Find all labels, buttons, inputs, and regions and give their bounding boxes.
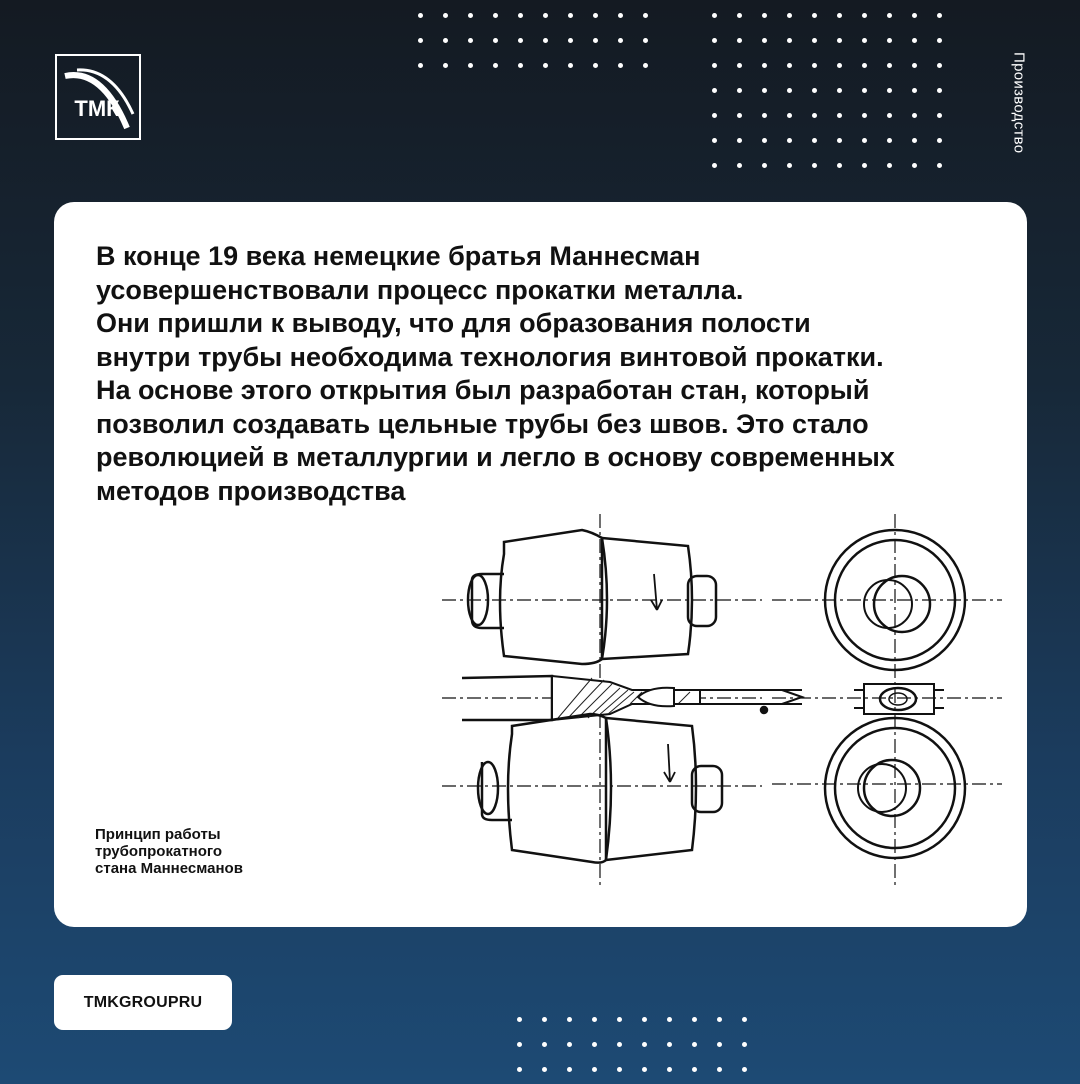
decorative-dot — [887, 138, 892, 143]
decorative-dot — [862, 38, 867, 43]
decorative-dot — [762, 38, 767, 43]
decorative-dot — [542, 1042, 547, 1047]
decorative-dot — [617, 1067, 622, 1072]
decorative-dot — [912, 88, 917, 93]
decorative-dot — [837, 163, 842, 168]
decorative-dot — [837, 113, 842, 118]
decorative-dot — [862, 138, 867, 143]
decorative-dot — [737, 88, 742, 93]
decorative-dot — [543, 63, 548, 68]
decorative-dot — [517, 1067, 522, 1072]
decorative-dot — [617, 1017, 622, 1022]
decorative-dot — [712, 113, 717, 118]
decorative-dot — [762, 113, 767, 118]
decorative-dot — [593, 63, 598, 68]
decorative-dot — [567, 1067, 572, 1072]
decorative-dot — [443, 13, 448, 18]
decorative-dot — [518, 13, 523, 18]
decorative-dot — [643, 13, 648, 18]
decorative-dot — [737, 63, 742, 68]
decorative-dot — [418, 38, 423, 43]
decorative-dot — [912, 138, 917, 143]
decorative-dot — [567, 1042, 572, 1047]
decorative-dot — [593, 13, 598, 18]
decorative-dot — [837, 13, 842, 18]
decorative-dot — [493, 13, 498, 18]
decorative-dot — [837, 138, 842, 143]
decorative-dot — [712, 138, 717, 143]
decorative-dot — [712, 88, 717, 93]
decorative-dot — [837, 38, 842, 43]
decorative-dot — [642, 1067, 647, 1072]
tmk-logo-icon — [55, 54, 141, 140]
decorative-dot — [592, 1067, 597, 1072]
decorative-dot — [742, 1067, 747, 1072]
mannesmann-mill-diagram — [442, 514, 1002, 894]
decorative-dot — [837, 63, 842, 68]
decorative-dot — [468, 13, 473, 18]
diagram-caption: Принцип работы трубопрокатного стана Маннесманов — [95, 826, 243, 877]
decorative-dot — [762, 163, 767, 168]
decorative-dot — [937, 38, 942, 43]
decorative-dot — [912, 163, 917, 168]
decorative-dot — [737, 113, 742, 118]
decorative-dot — [862, 63, 867, 68]
decorative-dot — [468, 63, 473, 68]
main-text: В конце 19 века немецкие братья Маннесман усовершенствовали процесс прокатки металла. Они пришли к выводу, что для образования полости внутри трубы необходима технология винтовой прокатки. На основе этого открытия был разработан стан, который позволил создавать цельные трубы без швов. Это стало революцией в металлургии и легло в основу современных методов производства — [96, 241, 895, 506]
decorative-dot — [737, 138, 742, 143]
content-card — [54, 202, 1027, 927]
decorative-dot — [692, 1042, 697, 1047]
decorative-dot — [737, 38, 742, 43]
decorative-dot — [887, 88, 892, 93]
decorative-dot — [717, 1042, 722, 1047]
decorative-dot — [787, 38, 792, 43]
decorative-dot — [737, 163, 742, 168]
decorative-dot — [618, 63, 623, 68]
decorative-dot — [643, 38, 648, 43]
decorative-dot — [618, 38, 623, 43]
decorative-dot — [812, 138, 817, 143]
decorative-dot — [667, 1017, 672, 1022]
decorative-dot — [887, 113, 892, 118]
decorative-dot — [787, 113, 792, 118]
decorative-dot — [812, 63, 817, 68]
decorative-dot — [912, 38, 917, 43]
decorative-dot — [862, 13, 867, 18]
decorative-dot — [787, 88, 792, 93]
decorative-dot — [568, 63, 573, 68]
social-handle-badge[interactable] — [54, 975, 232, 1030]
decorative-dot — [543, 38, 548, 43]
decorative-dot — [692, 1017, 697, 1022]
decorative-dot — [643, 63, 648, 68]
decorative-dot — [568, 38, 573, 43]
decorative-dot — [443, 63, 448, 68]
decorative-dot — [618, 13, 623, 18]
decorative-dot — [712, 163, 717, 168]
decorative-dot — [493, 38, 498, 43]
decorative-dot — [542, 1017, 547, 1022]
decorative-dot — [937, 13, 942, 18]
decorative-dot — [912, 113, 917, 118]
decorative-dot — [692, 1067, 697, 1072]
decorative-dot — [762, 13, 767, 18]
decorative-dot — [493, 63, 498, 68]
decorative-dot — [617, 1042, 622, 1047]
decorative-dot — [543, 13, 548, 18]
decorative-dot — [468, 38, 473, 43]
decorative-dot — [742, 1042, 747, 1047]
decorative-dot — [937, 138, 942, 143]
decorative-dot — [787, 163, 792, 168]
decorative-dot — [762, 63, 767, 68]
decorative-dot — [812, 13, 817, 18]
decorative-dot — [862, 163, 867, 168]
social-handle-text: TMKGROUPRU — [83, 993, 203, 1011]
category-label — [1009, 52, 1029, 187]
decorative-dot — [937, 163, 942, 168]
decorative-dot — [518, 63, 523, 68]
decorative-dot — [593, 38, 598, 43]
decorative-dot — [717, 1067, 722, 1072]
decorative-dot — [862, 88, 867, 93]
decorative-dot — [937, 88, 942, 93]
decorative-dot — [737, 13, 742, 18]
decorative-dot — [667, 1042, 672, 1047]
decorative-dot — [787, 138, 792, 143]
decorative-dot — [887, 63, 892, 68]
category-label-text: Производство — [1010, 52, 1028, 154]
decorative-dot — [762, 138, 767, 143]
decorative-dot — [812, 38, 817, 43]
decorative-dot — [592, 1042, 597, 1047]
decorative-dot — [912, 63, 917, 68]
decorative-dot — [592, 1017, 597, 1022]
decorative-dot — [418, 13, 423, 18]
decorative-dot — [812, 113, 817, 118]
decorative-dot — [937, 113, 942, 118]
decorative-dot — [937, 63, 942, 68]
decorative-dot — [887, 38, 892, 43]
decorative-dot — [887, 163, 892, 168]
decorative-dot — [717, 1017, 722, 1022]
decorative-dot — [568, 13, 573, 18]
decorative-dot — [837, 88, 842, 93]
decorative-dot — [642, 1017, 647, 1022]
logo-text: ТМК — [74, 96, 120, 121]
decorative-dot — [418, 63, 423, 68]
decorative-dot — [642, 1042, 647, 1047]
decorative-dot — [812, 88, 817, 93]
decorative-dot — [787, 63, 792, 68]
decorative-dot — [742, 1017, 747, 1022]
decorative-dot — [912, 13, 917, 18]
decorative-dot — [787, 13, 792, 18]
decorative-dot — [517, 1017, 522, 1022]
decorative-dot — [712, 38, 717, 43]
decorative-dot — [517, 1042, 522, 1047]
decorative-dot — [862, 113, 867, 118]
decorative-dot — [542, 1067, 547, 1072]
decorative-dot — [443, 38, 448, 43]
decorative-dot — [667, 1067, 672, 1072]
decorative-dot — [567, 1017, 572, 1022]
decorative-dot — [887, 13, 892, 18]
decorative-dot — [762, 88, 767, 93]
decorative-dot — [812, 163, 817, 168]
decorative-dot — [712, 63, 717, 68]
decorative-dot — [712, 13, 717, 18]
decorative-dot — [518, 38, 523, 43]
